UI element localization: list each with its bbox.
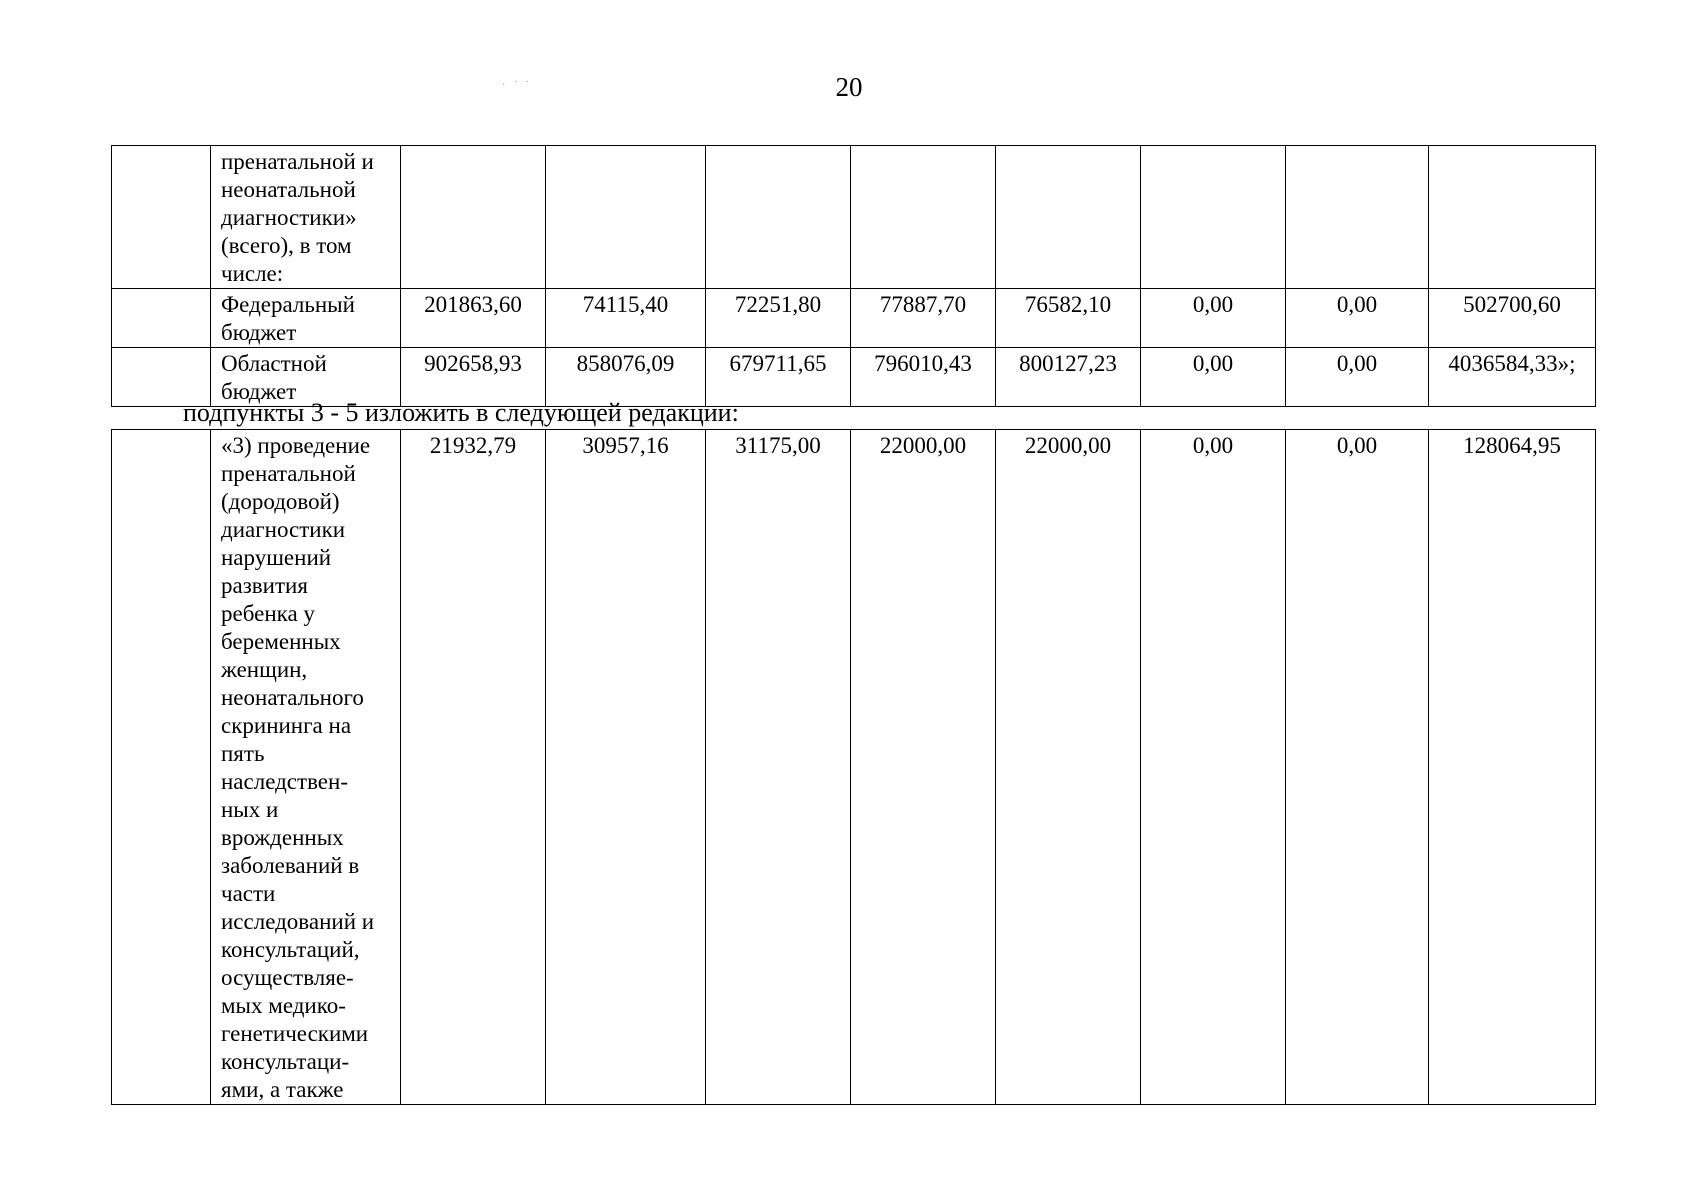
- value-cell: [1141, 146, 1286, 289]
- label-line: осуществляе-: [221, 965, 354, 990]
- value-cell: 21932,79: [401, 430, 546, 1105]
- value-cell: 128064,95: [1429, 430, 1596, 1105]
- row-label-cell: [211, 146, 401, 289]
- value-cell: 502700,60: [1429, 289, 1596, 348]
- label-line: диагностики»: [221, 205, 357, 230]
- value-cell: 22000,00: [996, 430, 1141, 1105]
- label-line: (дородовой): [221, 489, 340, 514]
- label-line: наследствен-: [221, 769, 348, 794]
- value-cell: 76582,10: [996, 289, 1141, 348]
- label-line: ями, а также: [221, 1077, 344, 1102]
- label-line: женщин,: [221, 657, 308, 682]
- value-cell: [706, 146, 851, 289]
- label-line: ных и: [221, 797, 279, 822]
- label-line: «3) проведение: [221, 433, 371, 458]
- label-line: консультаци-: [221, 1049, 350, 1074]
- value-cell: 0,00: [1141, 348, 1286, 407]
- label-line: исследований и: [221, 909, 375, 934]
- scan-speck: · ˙ ˙: [502, 80, 532, 91]
- page-number: 20: [835, 72, 863, 102]
- label-line: врожденных: [221, 825, 344, 850]
- label-line: бюджет: [221, 320, 297, 345]
- label-line: диагностики: [221, 517, 346, 542]
- label-line: беременных: [221, 629, 341, 654]
- label-line: пренатальной: [221, 461, 356, 486]
- label-line: неонатальной: [221, 177, 356, 202]
- value-cell: 77887,70: [851, 289, 996, 348]
- value-cell: 4036584,33»;: [1429, 348, 1596, 407]
- intro-text: подпункты 3 - 5 изложить в следующей редакции:: [183, 398, 739, 427]
- row-label-cell: [211, 289, 401, 348]
- label-line: (всего), в том: [221, 233, 352, 258]
- value-cell: 201863,60: [401, 289, 546, 348]
- label-line: мых медико-: [221, 993, 346, 1018]
- value-cell: [401, 146, 546, 289]
- value-cell: [1286, 146, 1429, 289]
- budget-table-top: [111, 145, 1596, 407]
- row-number-cell: [112, 289, 211, 348]
- value-cell: 74115,40: [546, 289, 706, 348]
- value-cell: 30957,16: [546, 430, 706, 1105]
- label-line: скрининга на: [221, 713, 352, 738]
- value-cell: 31175,00: [706, 430, 851, 1105]
- value-cell: 0,00: [1286, 348, 1429, 407]
- value-cell: 0,00: [1286, 430, 1429, 1105]
- table-row: [112, 146, 1596, 289]
- value-cell: [851, 146, 996, 289]
- label-line: неонатального: [221, 685, 364, 710]
- label-line: развития: [221, 573, 308, 598]
- label-line: пренатальной и: [221, 149, 374, 174]
- label-line: консультаций,: [221, 937, 360, 962]
- label-line: заболеваний в: [221, 853, 360, 878]
- table-row: [112, 289, 1596, 348]
- row-number-cell: [112, 430, 211, 1105]
- value-cell: 0,00: [1141, 289, 1286, 348]
- value-cell: 858076,09: [546, 348, 706, 407]
- label-line: пять: [221, 741, 265, 766]
- value-cell: 0,00: [1286, 289, 1429, 348]
- value-cell: 902658,93: [401, 348, 546, 407]
- label-line: генетическими: [221, 1021, 369, 1046]
- value-cell: 72251,80: [706, 289, 851, 348]
- label-line: числе:: [221, 261, 284, 286]
- value-cell: 0,00: [1141, 430, 1286, 1105]
- label-line: нарушений: [221, 545, 332, 570]
- table-row: [112, 430, 1596, 1105]
- label-line: бюджет: [221, 379, 297, 404]
- label-line: части: [221, 881, 276, 906]
- value-cell: [996, 146, 1141, 289]
- value-cell: 679711,65: [706, 348, 851, 407]
- value-cell: 22000,00: [851, 430, 996, 1105]
- value-cell: 796010,43: [851, 348, 996, 407]
- value-cell: 800127,23: [996, 348, 1141, 407]
- row-number-cell: [112, 146, 211, 289]
- label-line: ребенка у: [221, 601, 315, 626]
- value-cell: [1429, 146, 1596, 289]
- row-label-cell: [211, 430, 401, 1105]
- label-line: Федеральный: [221, 292, 355, 317]
- budget-table-bottom: [111, 429, 1596, 1105]
- label-line: Областной: [221, 351, 327, 376]
- value-cell: [546, 146, 706, 289]
